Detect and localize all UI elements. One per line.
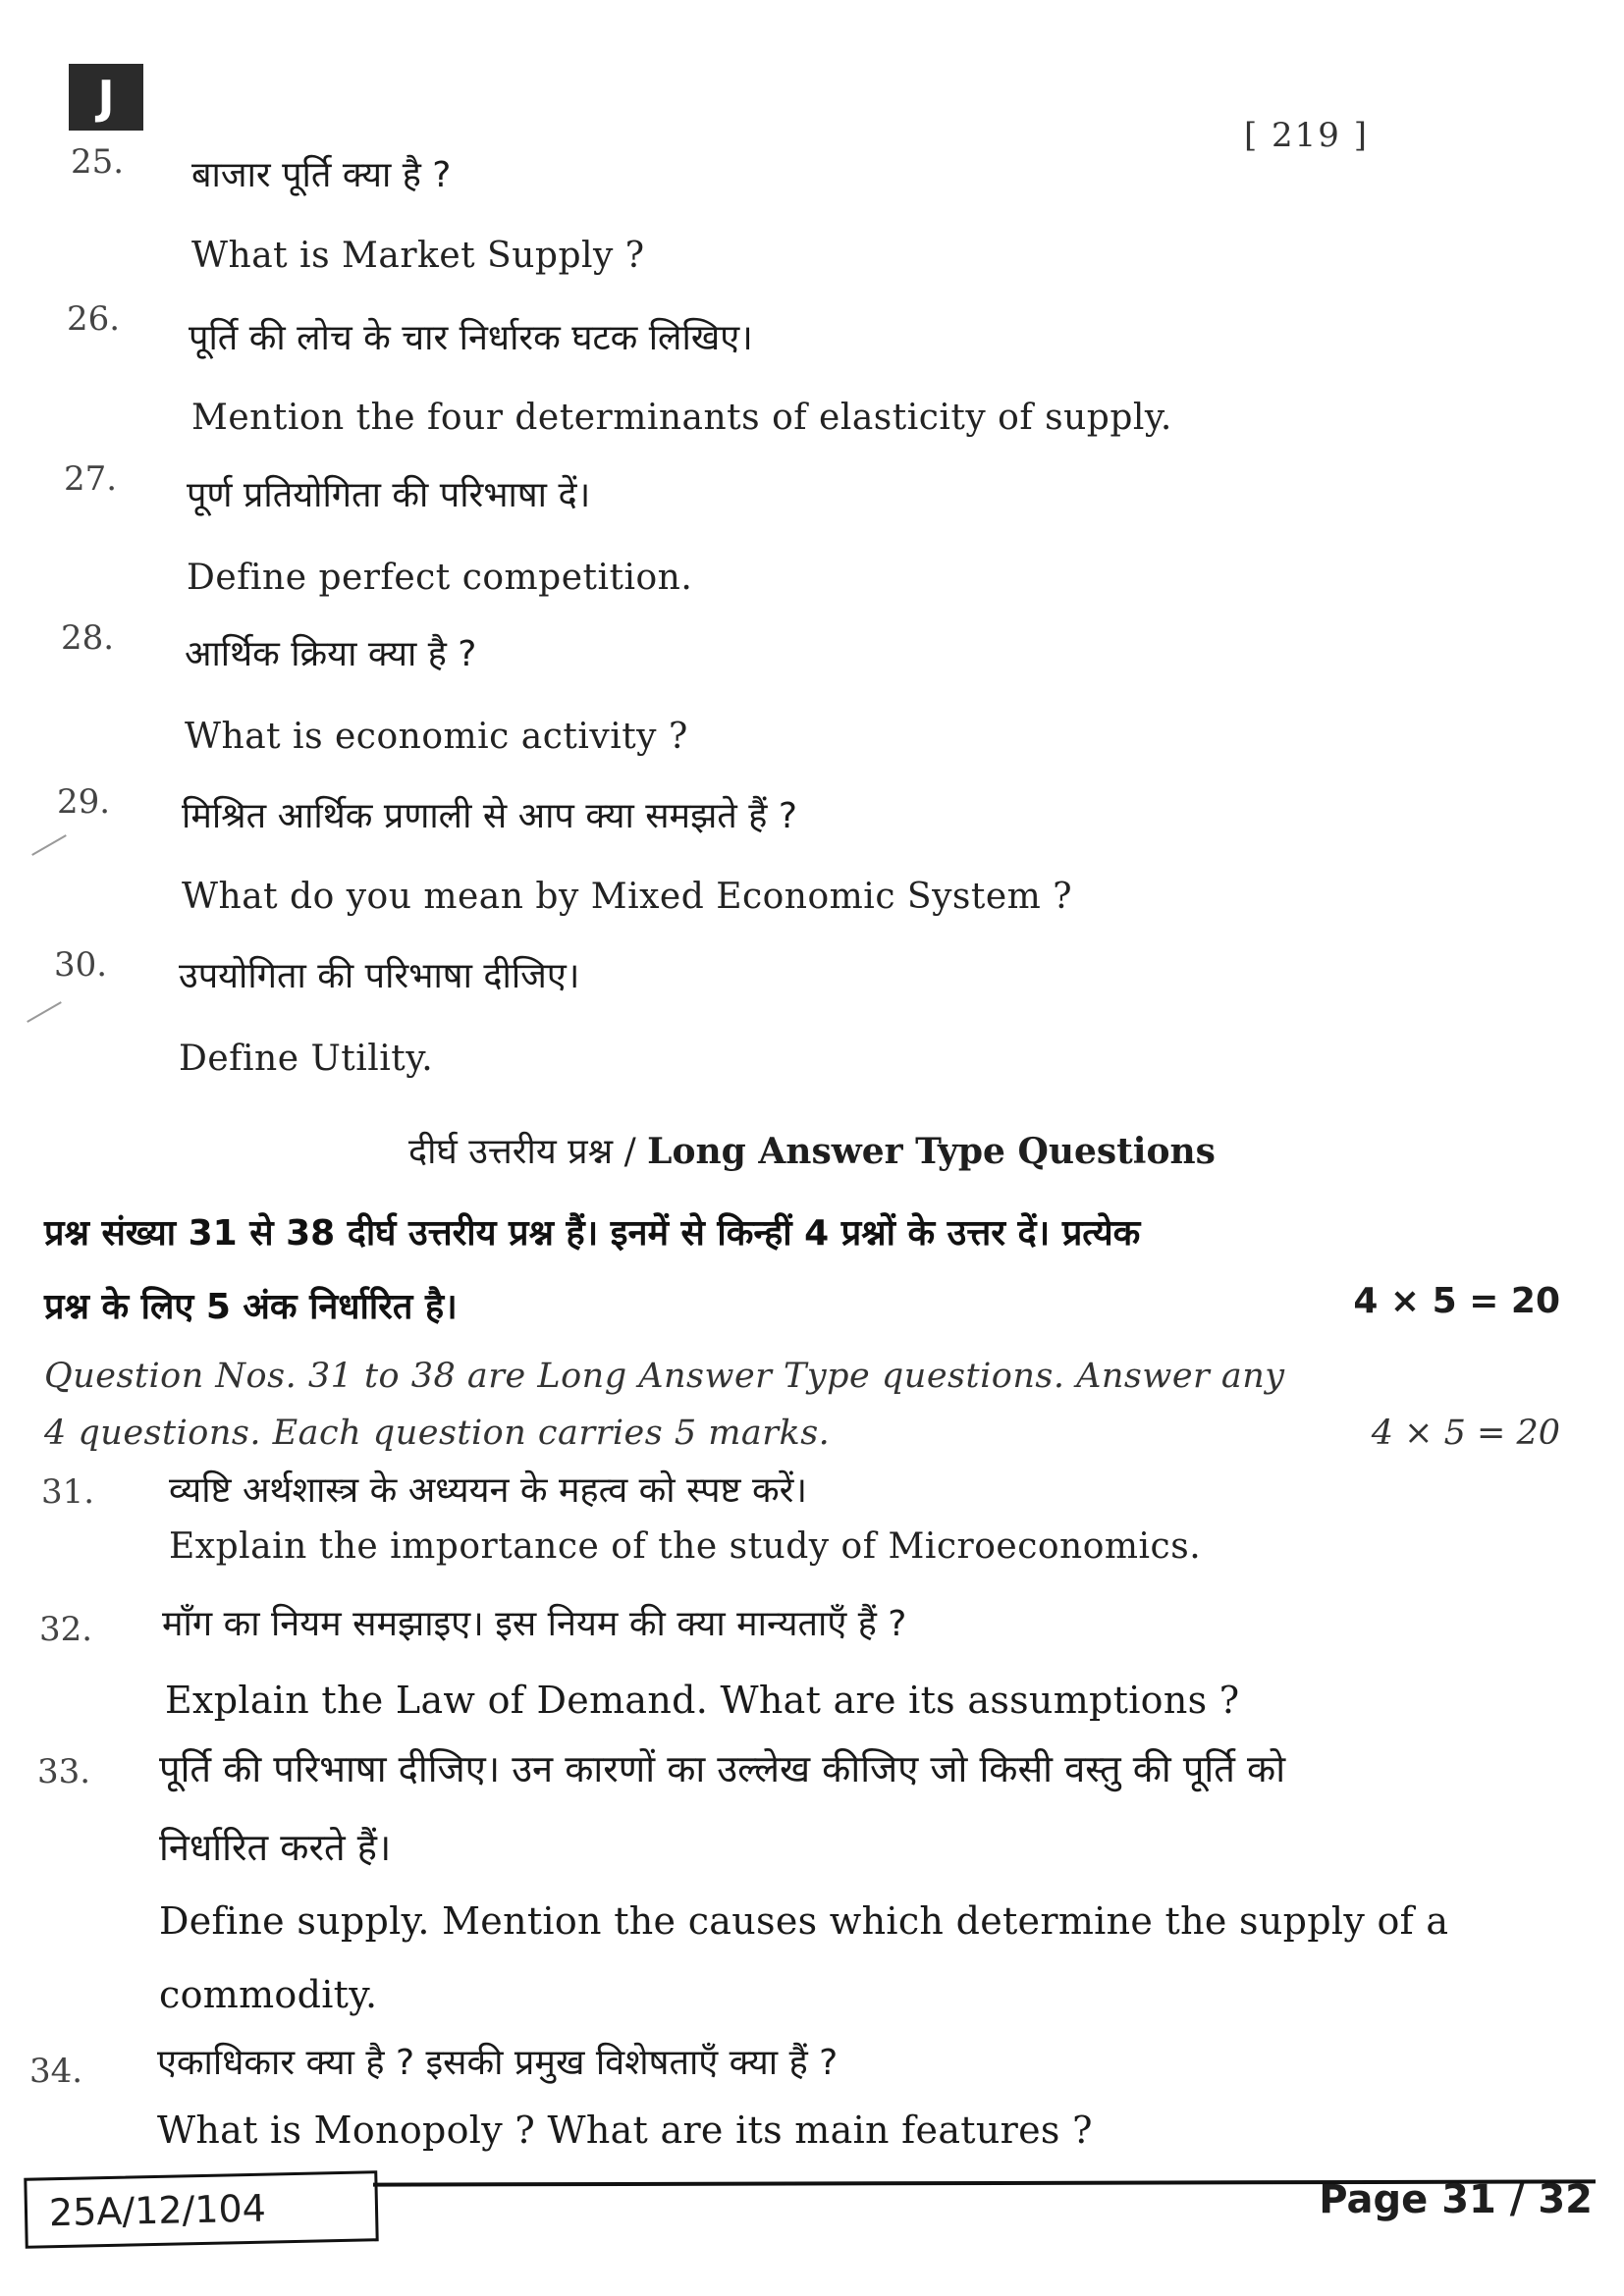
question-hindi: उपयोगिता की परिभाषा दीजिए।	[179, 956, 580, 996]
page-number: Page 31 / 32	[1319, 2177, 1593, 2222]
question-english-line2: commodity.	[159, 1973, 378, 2016]
section-heading-english: Long Answer Type Questions	[647, 1131, 1216, 1172]
question-number: 32.	[39, 1610, 93, 1649]
marks-hindi: 4 × 5 = 20	[1353, 1281, 1560, 1321]
question-hindi: पूर्ति की लोच के चार निर्धारक घटक लिखिए।	[189, 318, 753, 358]
section-heading-hindi: दीर्घ उत्तरीय प्रश्न	[408, 1132, 614, 1172]
question-hindi-line1: पूर्ति की परिभाषा दीजिए। उन कारणों का उल्लेख कीजिए जो किसी वस्तु की पूर्ति को	[159, 1747, 1286, 1790]
instruction-english-line2: 4 questions. Each question carries 5 marks.	[44, 1414, 831, 1453]
question-english: What is Market Supply ?	[191, 236, 645, 276]
question-hindi: आर्थिक क्रिया क्या है ?	[185, 634, 477, 674]
question-number: 26.	[67, 299, 121, 339]
instruction-hindi-line1: प्रश्न संख्या 31 से 38 दीर्घ उत्तरीय प्रश्न हैं। इनमें से किन्हीं 4 प्रश्नों के उत्तर दें। प्रत्येक	[44, 1213, 1141, 1254]
page-reference: [ 219 ]	[1243, 116, 1369, 155]
question-hindi: बाजार पूर्ति क्या है ?	[191, 155, 452, 195]
instruction-english-line1: Question Nos. 31 to 38 are Long Answer Type questions. Answer any	[44, 1357, 1285, 1396]
question-english: What do you mean by Mixed Economic System ?	[182, 877, 1073, 917]
question-hindi: मिश्रित आर्थिक प्रणाली से आप क्या समझते हैं ?	[182, 796, 797, 836]
question-hindi: व्यष्टि अर्थशास्त्र के अध्ययन के महत्व को स्पष्ट करें।	[169, 1470, 808, 1511]
section-heading-separator: /	[613, 1132, 648, 1172]
paper-code-box	[24, 2170, 378, 2249]
question-english: Define Utility.	[179, 1039, 434, 1079]
question-number: 25.	[71, 142, 125, 182]
pencil-mark	[27, 1001, 62, 1023]
question-number: 31.	[41, 1472, 95, 1512]
pencil-mark	[31, 834, 67, 856]
set-badge: J	[69, 64, 143, 131]
question-number: 28.	[61, 618, 115, 658]
question-hindi: माँग का नियम समझाइए। इस नियम की क्या मान्यताएँ हैं ?	[162, 1604, 907, 1644]
question-english: What is Monopoly ? What are its main features ?	[157, 2109, 1093, 2152]
question-number: 29.	[57, 782, 111, 822]
question-hindi: एकाधिकार क्या है ? इसकी प्रमुख विशेषताएँ क्या हैं ?	[157, 2043, 839, 2083]
marks-english: 4 × 5 = 20	[1371, 1414, 1560, 1453]
question-hindi-line2: निर्धारित करते हैं।	[159, 1826, 392, 1869]
question-english: Mention the four determinants of elasticity of supply.	[191, 398, 1172, 438]
paper-code: 25A/12/104	[48, 2186, 267, 2235]
question-number: 27.	[64, 459, 118, 499]
section-heading	[0, 1126, 1624, 1174]
question-hindi: पूर्ण प्रतियोगिता की परिभाषा दें।	[187, 475, 591, 515]
question-number: 34.	[29, 2052, 83, 2091]
question-english: What is economic activity ?	[185, 717, 688, 757]
question-english-line1: Define supply. Mention the causes which determine the supply of a	[159, 1899, 1449, 1943]
question-english: Explain the importance of the study of Microeconomics.	[169, 1526, 1202, 1567]
question-number: 30.	[54, 945, 108, 985]
question-english: Explain the Law of Demand. What are its assumptions ?	[165, 1679, 1240, 1722]
question-number: 33.	[37, 1752, 91, 1791]
question-english: Define perfect competition.	[187, 558, 693, 598]
instruction-hindi-line2: प्रश्न के लिए 5 अंक निर्धारित है।	[44, 1287, 458, 1327]
